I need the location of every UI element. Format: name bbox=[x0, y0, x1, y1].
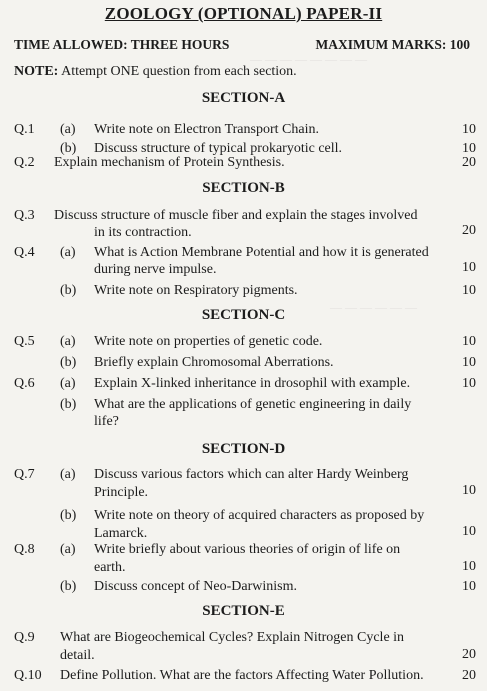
question-text: Define Pollution. What are the factors Affecting Water Pollution. bbox=[60, 668, 424, 683]
header-row bbox=[14, 37, 470, 53]
question-text-continued: in its contraction. bbox=[94, 225, 192, 240]
note-text: Attempt ONE question from each section. bbox=[61, 64, 297, 79]
page-title: ZOOLOGY (OPTIONAL) PAPER-II bbox=[104, 4, 383, 23]
bleed-through: — — — — — — — — bbox=[250, 52, 367, 66]
bleed-through: — — — — — — bbox=[330, 300, 417, 314]
note-label: NOTE: bbox=[14, 64, 59, 79]
question-number: Q.8 bbox=[14, 542, 35, 557]
question-text-continued: earth. bbox=[94, 560, 126, 575]
part-label: (a) bbox=[60, 542, 76, 557]
question-text-continued: Lamarck. bbox=[94, 526, 148, 541]
question-number: Q.2 bbox=[14, 155, 35, 170]
part-label: (b) bbox=[60, 508, 77, 523]
section-heading: SECTION-C bbox=[201, 307, 286, 323]
question-text: Discuss concept of Neo-Darwinism. bbox=[94, 579, 297, 594]
part-label: (b) bbox=[60, 579, 77, 594]
question-number: Q.10 bbox=[14, 668, 42, 683]
question-number: Q.9 bbox=[14, 630, 35, 645]
question-text: What are Biogeochemical Cycles? Explain Nitrogen Cycle in bbox=[60, 630, 405, 645]
marks: 10 bbox=[462, 355, 476, 370]
part-label: (b) bbox=[60, 141, 77, 156]
question-text: Discuss structure of typical prokaryotic cell. bbox=[94, 141, 343, 156]
question-number: Q.1 bbox=[14, 122, 35, 137]
question-text: Write note on Electron Transport Chain. bbox=[94, 122, 319, 137]
question-3 bbox=[14, 207, 476, 247]
question-text-continued: life? bbox=[94, 414, 119, 429]
part-label: (b) bbox=[60, 397, 77, 412]
marks: 10 bbox=[462, 283, 476, 298]
question-number: Q.3 bbox=[14, 208, 35, 223]
question-5 bbox=[14, 333, 476, 373]
question-text: Write note on Respiratory pigments. bbox=[94, 283, 298, 298]
question-text: Explain X-linked inheritance in drosophil with example. bbox=[94, 376, 411, 391]
instructions-note bbox=[14, 64, 297, 80]
part-label: (b) bbox=[60, 283, 77, 298]
part-label: (a) bbox=[60, 334, 76, 349]
question-number: Q.6 bbox=[14, 376, 35, 391]
part-label: (a) bbox=[60, 467, 76, 482]
question-text: What is Action Membrane Potential and how it is generated bbox=[94, 245, 429, 260]
part-label: (b) bbox=[60, 355, 77, 370]
question-2 bbox=[14, 154, 476, 174]
question-7 bbox=[14, 466, 476, 541]
question-text: Discuss various factors which can alter Hardy Weinberg bbox=[94, 467, 409, 482]
question-text: Write note on properties of genetic code. bbox=[94, 334, 323, 349]
maximum-marks: MAXIMUM MARKS: 100 bbox=[315, 37, 470, 52]
marks: 10 bbox=[462, 483, 476, 498]
question-8 bbox=[14, 541, 476, 601]
question-number: Q.5 bbox=[14, 334, 35, 349]
marks: 10 bbox=[462, 122, 476, 137]
question-text-continued: during nerve impulse. bbox=[94, 262, 217, 277]
question-text: Discuss structure of muscle fiber and explain the stages involved bbox=[54, 208, 418, 223]
marks: 20 bbox=[462, 647, 476, 662]
question-4 bbox=[14, 244, 476, 304]
part-label: (a) bbox=[60, 122, 76, 137]
marks: 10 bbox=[462, 579, 476, 594]
question-text: What are the applications of genetic engineering in daily bbox=[94, 397, 412, 412]
marks: 20 bbox=[462, 668, 476, 683]
question-text: Write note on theory of acquired characters as proposed by bbox=[94, 508, 425, 523]
marks: 10 bbox=[462, 260, 476, 275]
marks: 10 bbox=[462, 559, 476, 574]
question-10 bbox=[14, 667, 476, 687]
question-text: Explain mechanism of Protein Synthesis. bbox=[54, 155, 285, 170]
question-number: Q.7 bbox=[14, 467, 35, 482]
section-heading: SECTION-A bbox=[201, 90, 286, 106]
part-label: (a) bbox=[60, 245, 76, 260]
marks: 20 bbox=[462, 223, 476, 238]
question-text-continued: Principle. bbox=[94, 485, 149, 500]
question-number: Q.4 bbox=[14, 245, 35, 260]
marks: 10 bbox=[462, 376, 476, 391]
question-text: Write briefly about various theories of origin of life on bbox=[94, 542, 401, 557]
marks: 10 bbox=[462, 334, 476, 349]
section-heading: SECTION-B bbox=[202, 180, 285, 196]
section-heading: SECTION-E bbox=[202, 603, 285, 619]
question-text-continued: detail. bbox=[60, 648, 95, 663]
marks: 20 bbox=[462, 155, 476, 170]
section-heading: SECTION-D bbox=[201, 441, 286, 457]
marks: 10 bbox=[462, 141, 476, 156]
time-allowed: TIME ALLOWED: THREE HOURS bbox=[14, 37, 230, 52]
question-text: Briefly explain Chromosomal Aberrations. bbox=[94, 355, 334, 370]
question-6 bbox=[14, 375, 476, 435]
question-9 bbox=[14, 629, 476, 669]
marks: 10 bbox=[462, 524, 476, 539]
part-label: (a) bbox=[60, 376, 76, 391]
